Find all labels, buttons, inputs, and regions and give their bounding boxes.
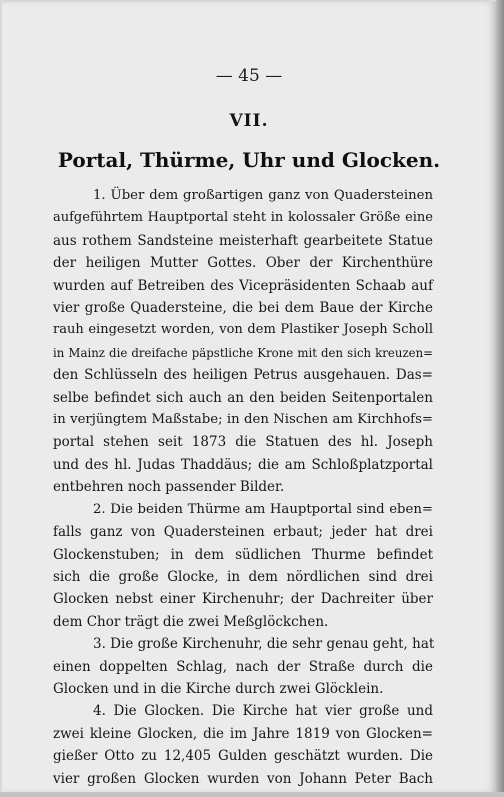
section-title: Portal, Thürme, Uhr und Glocken. xyxy=(57,148,441,172)
text-line: und des hl. Judas Thaddäus; die am Schloßplatzportal xyxy=(53,456,433,473)
page-edge-bottom xyxy=(0,792,504,797)
text-line: 4. Die Glocken. Die Kirche hat vier große und xyxy=(93,703,433,720)
paragraph xyxy=(53,185,433,499)
text-line: vier große Quadersteine, die bei dem Baue der Kirche xyxy=(53,300,433,317)
text-line: falls ganz von Quadersteinen erbaut; jeder hat drei xyxy=(53,524,433,541)
text-line: Glocken nebst einer Kirchenuhr; der Dachreiter über xyxy=(53,591,433,608)
chapter-heading: VII. xyxy=(229,111,269,131)
paragraph xyxy=(53,700,433,790)
text-line: Glockenstuben; in dem südlichen Thurme befindet xyxy=(53,546,433,563)
page-number: — 45 — xyxy=(215,66,283,86)
text-line: in verjüngtem Maßstabe; in den Nischen am Kirchhofs= xyxy=(53,412,433,428)
body-text xyxy=(53,185,433,790)
book-page xyxy=(2,2,496,792)
text-line: portal stehen seit 1873 die Statuen des hl. Joseph xyxy=(53,434,433,451)
text-line: dem Chor trägt die zwei Meßglöckchen. xyxy=(53,613,329,630)
text-line: einen doppelten Schlag, nach der Straße durch die xyxy=(53,658,433,675)
text-line: 2. Die beiden Thürme am Hauptportal sind eben= xyxy=(93,501,433,517)
text-line: den Schlüsseln des heiligen Petrus ausgehauen. Das= xyxy=(53,367,433,384)
text-line: selbe befindet sich auch an den beiden Seitenportalen xyxy=(53,389,433,406)
text-line: 1. Über dem großartigen ganz von Quadersteinen xyxy=(93,188,433,203)
text-line: in Mainz die dreifache päpstliche Krone mit den sich kreuzen= xyxy=(53,345,433,360)
text-line: wurden auf Betreiben des Vicepräsidenten Schaab auf xyxy=(53,277,433,294)
text-line: Glocken und in die Kirche durch zwei Glöcklein. xyxy=(53,680,384,697)
text-line: der heiligen Mutter Gottes. Ober der Kirchenthüre xyxy=(53,255,433,272)
text-line: aus rothem Sandsteine meisterhaft gearbeitete Statue xyxy=(53,232,433,249)
text-line: aufgeführtem Hauptportal steht in kolossaler Größe eine xyxy=(53,210,433,226)
text-line: 3. Die große Kirchenuhr, die sehr genau geht, hat xyxy=(93,636,435,653)
paragraph xyxy=(53,499,433,633)
paragraph xyxy=(53,633,433,700)
text-line: zwei kleine Glocken, die im Jahre 1819 von Glocken= xyxy=(53,725,433,742)
text-line: entbehren noch passender Bilder. xyxy=(53,479,285,496)
text-line: sich die große Glocke, in dem nördlichen sind drei xyxy=(53,568,433,585)
text-line: vier großen Glocken wurden von Johann Peter Bach xyxy=(53,770,433,787)
text-line: gießer Otto zu 12,405 Gulden geschätzt wurden. Die xyxy=(53,748,433,765)
page-edge-shadow xyxy=(496,0,504,797)
text-line: rauh eingesetzt worden, von dem Plastiker Joseph Scholl xyxy=(53,322,433,338)
